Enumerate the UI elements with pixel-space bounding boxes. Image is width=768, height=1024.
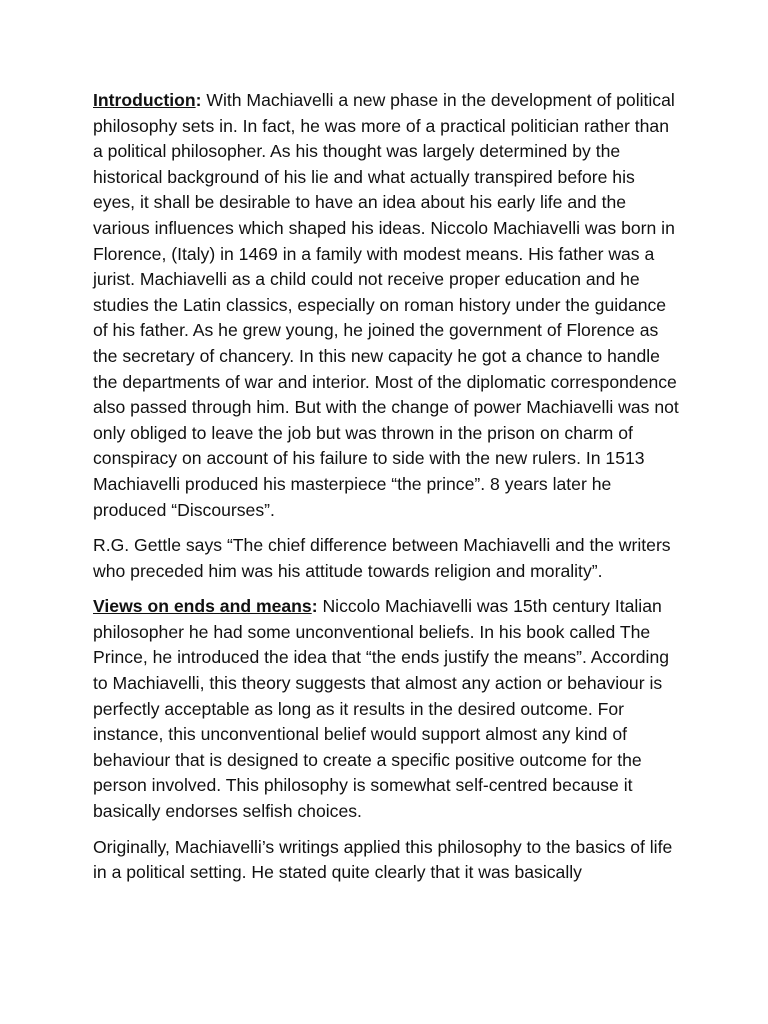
ends-and-means-heading: Views on ends and means xyxy=(93,596,312,617)
political-setting-paragraph xyxy=(93,835,681,886)
gettle-quote-body: R.G. Gettle says “The chief difference between Machiavelli and the writers who preceded him was his attitude towards religion and morality”. xyxy=(93,535,671,581)
political-setting-body: Originally, Machiavelli’s writings applied this philosophy to the basics of life in a political setting. He stated quite clearly that it was basically xyxy=(93,836,673,883)
introduction-body: With Machiavelli a new phase in the development of political philosophy sets in. In fact, he was more of a practical politician rather than a political philosopher. As his thought was largely determined by the historical background of his lie and what actually transpired before his eyes, it shall be desirable to have an idea about his early life and the various influences which shaped his ideas. Niccolo Machiavelli was born in Florence, (Italy) in 1469 in a family with modest means. His father was a jurist. Machiavelli as a child could not receive proper education and he studies the Latin classics, especially on roman history under the guidance of his father. As he grew young, he joined the government of Florence as the secretary of chancery. In this new capacity he got a chance to handle the departments of war and interior. Most of the diplomatic correspondence also passed through him. But with the change of power Machiavelli was not only obliged to leave the job but was thrown in the prison on charm of conspiracy on account of his failure to side with the new rulers. In 1513 Machiavelli produced his masterpiece “the prince”. 8 years later he produced “Discourses”. xyxy=(93,90,679,520)
gettle-quote-paragraph xyxy=(93,533,681,584)
ends-and-means-paragraph xyxy=(93,594,681,824)
heading-colon: : xyxy=(195,90,202,110)
heading-colon: : xyxy=(311,596,318,617)
introduction-paragraph xyxy=(93,88,681,523)
ends-and-means-body: Niccolo Machiavelli was 15th century Italian philosopher he had some unconventional beliefs. In his book called The Prince, he introduced the idea that “the ends justify the means”. According to Machiavelli, this theory suggests that almost any action or behaviour is perfectly acceptable as long as it results in the desired outcome. For instance, this unconventional belief would support almost any kind of behaviour that is designed to create a specific positive outcome for the person involved. This philosophy is somewhat self-centred because it basically endorses selfish choices. xyxy=(93,596,670,822)
introduction-heading: Introduction xyxy=(93,90,196,110)
document-page xyxy=(93,88,681,896)
